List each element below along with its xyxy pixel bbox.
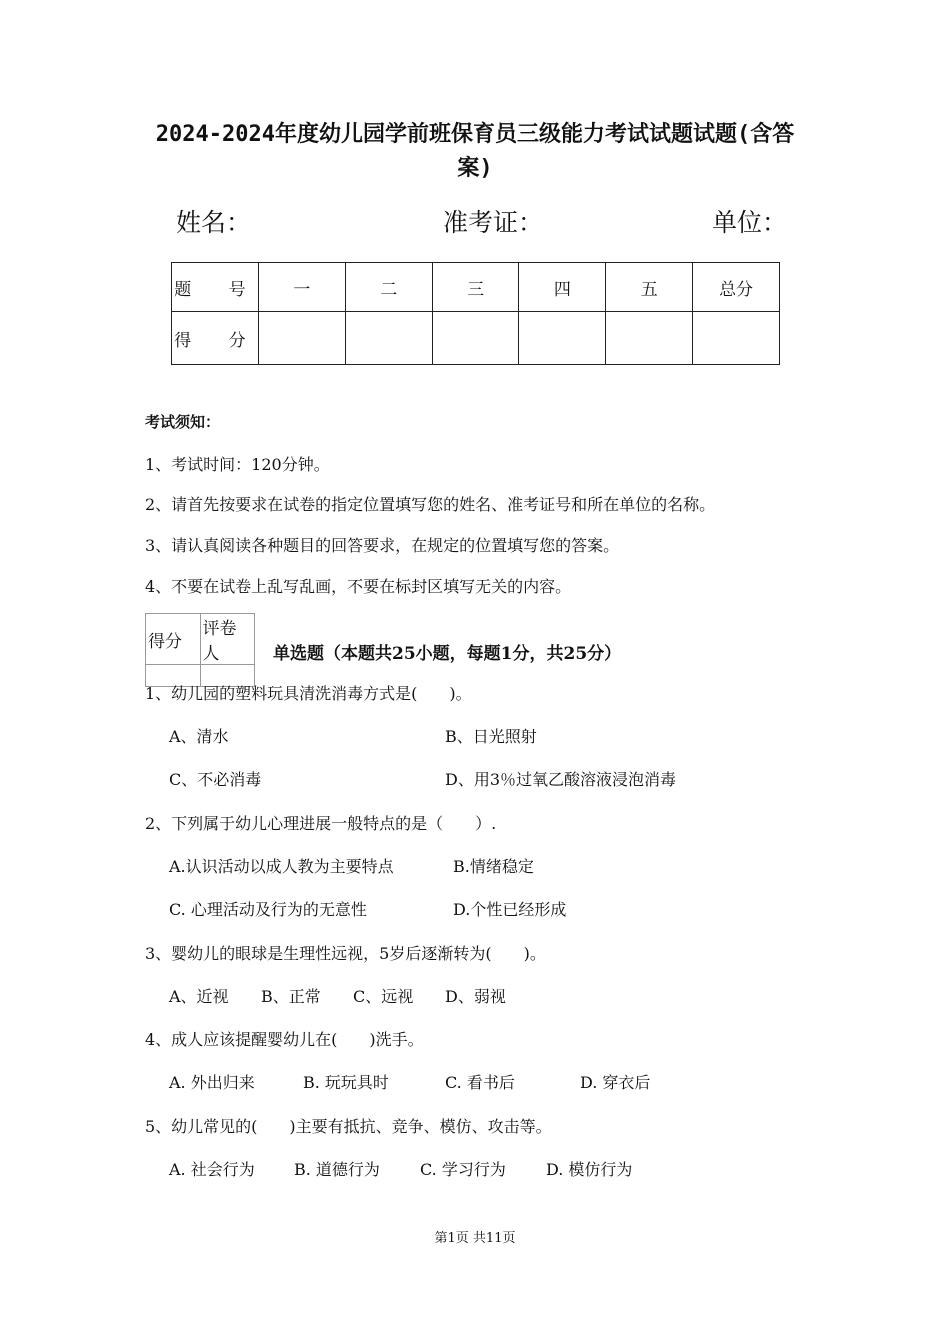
question-option: A、近视 — [169, 987, 229, 1006]
score-header-cell: 一 — [259, 263, 346, 312]
section-title: 单选题（本题共25小题，每题1分，共25分） — [273, 644, 622, 664]
question-option: D、用3％过氧乙酸溶液浸泡消毒 — [445, 770, 677, 789]
name-label: 姓名： — [176, 208, 252, 237]
question-option: A. 外出归来 — [169, 1073, 255, 1092]
score-input-cell[interactable] — [259, 312, 346, 365]
grader-name-label: 评卷人 — [200, 614, 255, 665]
score-table — [171, 262, 780, 365]
score-header-cell: 题 号 — [172, 263, 259, 312]
unit-label: 单位： — [712, 208, 788, 237]
question-option: C、不必消毒 — [169, 770, 262, 789]
question-option: B. 玩玩具时 — [303, 1073, 389, 1092]
score-table-score-row — [172, 312, 780, 365]
grader-score-label: 得分 — [146, 614, 201, 665]
question-option: B.情绪稳定 — [453, 857, 534, 876]
question-option: B、日光照射 — [445, 727, 537, 746]
notice-item: 1、考试时间：120分钟。 — [145, 455, 330, 474]
question-option: C、远视 — [353, 987, 414, 1006]
notice-item: 3、请认真阅读各种题目的回答要求，在规定的位置填写您的答案。 — [145, 536, 620, 555]
notice-title: 考试须知： — [145, 413, 221, 431]
score-header-cell: 五 — [606, 263, 693, 312]
score-input-cell[interactable] — [432, 312, 519, 365]
score-header-cell: 二 — [345, 263, 432, 312]
question-option: C. 看书后 — [445, 1073, 515, 1092]
question-option: C. 学习行为 — [420, 1160, 506, 1179]
document-title: 2024-2024年度幼儿园学前班保育员三级能力考试试题试题(含答案) — [155, 122, 795, 181]
notice-item: 4、不要在试卷上乱写乱画，不要在标封区填写无关的内容。 — [145, 577, 572, 596]
grader-box — [145, 613, 255, 687]
question-option: A. 社会行为 — [169, 1160, 255, 1179]
question-option: D.个性已经形成 — [453, 900, 567, 919]
question-stem: 4、成人应该提醒婴幼儿在( )洗手。 — [145, 1030, 424, 1049]
exam-id-label: 准考证： — [443, 208, 544, 237]
score-input-cell[interactable] — [693, 312, 780, 365]
question-option: B. 道德行为 — [294, 1160, 380, 1179]
score-input-cell[interactable] — [345, 312, 432, 365]
question-option: A.认识活动以成人教为主要特点 — [169, 857, 394, 876]
page-footer: 第1页 共11页 — [434, 1231, 516, 1246]
question-option: D、弱视 — [445, 987, 506, 1006]
question-option: B、正常 — [261, 987, 321, 1006]
score-header-cell: 总分 — [693, 263, 780, 312]
score-header-cell: 四 — [519, 263, 606, 312]
question-option: D. 模仿行为 — [546, 1160, 633, 1179]
notice-item: 2、请首先按要求在试卷的指定位置填写您的姓名、准考证号和所在单位的名称。 — [145, 495, 716, 514]
question-stem: 1、幼儿园的塑料玩具清洗消毒方式是( )。 — [145, 684, 472, 703]
question-stem: 2、下列属于幼儿心理进展一般特点的是（ ）. — [145, 814, 497, 833]
score-input-cell[interactable] — [519, 312, 606, 365]
score-input-cell[interactable] — [606, 312, 693, 365]
question-option: A、清水 — [169, 727, 229, 746]
score-table-header-row — [172, 263, 780, 312]
question-option: D. 穿衣后 — [580, 1073, 651, 1092]
score-row-label: 得 分 — [172, 312, 259, 365]
question-stem: 5、幼儿常见的( )主要有抵抗、竞争、模仿、攻击等。 — [145, 1117, 552, 1136]
question-option: C. 心理活动及行为的无意性 — [169, 900, 367, 919]
question-stem: 3、婴幼儿的眼球是生理性远视，5岁后逐渐转为( )。 — [145, 944, 546, 963]
score-header-cell: 三 — [432, 263, 519, 312]
